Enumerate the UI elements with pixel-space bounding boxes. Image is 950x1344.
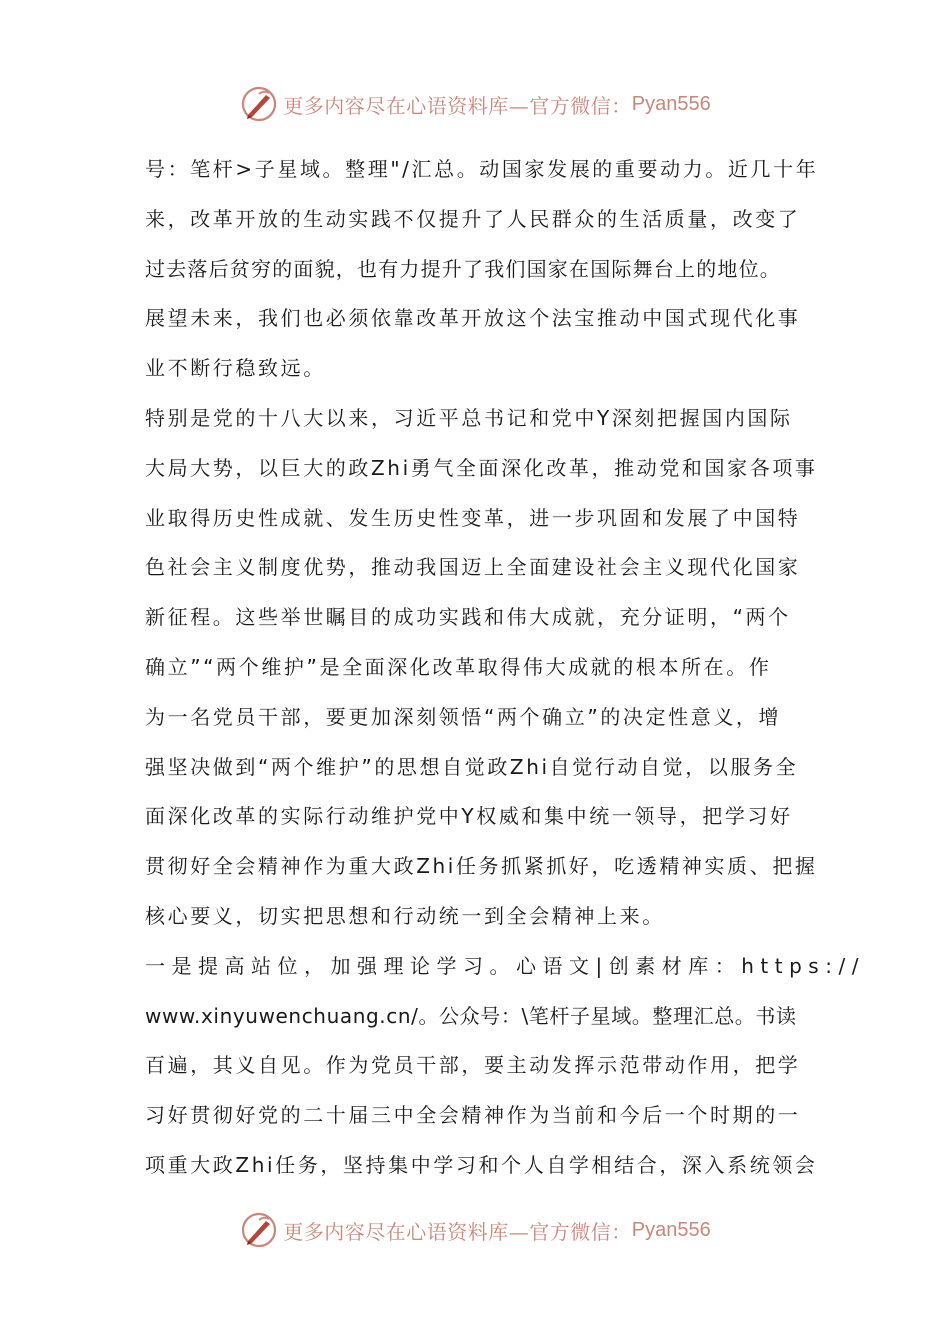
body-line: 特别是党的十八大以来，习近平总书记和党中Y深刻把握国内国际: [145, 405, 793, 430]
banner-text: 更多内容尽在心语资料库—官方微信：: [283, 1219, 632, 1244]
body-line: 号：笔杆>子星域。整理"/汇总。动国家发展的重要动力。近几十年: [145, 157, 819, 181]
body-line: 习好贯彻好党的二十届三中全会精神作为当前和今后一个时期的一: [145, 1103, 801, 1128]
body-line: 为一名党员干部，要更加深刻领悟“两个确立”的决定性意义，增: [145, 704, 782, 729]
body-line: 核心要义，切实把思想和行动统一到全会精神上来。: [145, 903, 665, 928]
body-line: 展望未来，我们也必须依靠改革开放这个法宝推动中国式现代化事: [145, 306, 801, 331]
body-line: 业不断行稳致远。: [145, 356, 326, 381]
body-line: 色社会主义制度优势，推动我国迈上全面建设社会主义现代化国家: [145, 555, 801, 580]
body-line: 业取得历史性成就、发生历史性变革，进一步巩固和发展了中国特: [145, 505, 801, 530]
body-line: www.xinyuwenchuang.cn/。公众号：\笔杆子星域。整理汇总。书读: [145, 1003, 797, 1028]
document-body: [145, 145, 865, 1191]
footer-banner: [0, 1205, 950, 1255]
body-line: 确立”“两个维护”是全面深化改革取得伟大成就的根本所在。作: [145, 654, 772, 679]
header-banner: [0, 79, 950, 129]
pen-logo-icon: [239, 84, 279, 124]
body-line: 新征程。这些举世瞩目的成功实践和伟大成就，充分证明，“两个: [145, 605, 791, 630]
body-line: 大局大势，以巨大的政Zhi勇气全面深化改革，推动党和国家各项事: [145, 455, 818, 480]
body-line: 过去落后贫穷的面貌，也有力提升了我们国家在国际舞台上的地位。: [145, 256, 781, 281]
body-line: 一是提高站位，加强理论学习。心语文|创素材库：https://: [145, 953, 865, 978]
body-line: 贯彻好全会精神作为重大政Zhi任务抓紧抓好，吃透精神实质、把握: [145, 854, 818, 879]
body-line: 强坚决做到“两个维护”的思想自觉政Zhi自觉行动自觉，以服务全: [145, 754, 799, 779]
banner-wechat-id: Pyan556: [631, 1218, 711, 1241]
banner-wechat-id: Pyan556: [631, 92, 711, 115]
pen-logo-icon: [239, 1210, 279, 1250]
body-line: 面深化改革的实际行动维护党中Y权威和集中统一领导，把学习好: [145, 804, 793, 829]
banner-text: 更多内容尽在心语资料库—官方微信：: [283, 93, 632, 118]
body-line: 来，改革开放的生动实践不仅提升了人民群众的生活质量，改变了: [145, 206, 801, 231]
body-line: 项重大政Zhi任务，坚持集中学习和个人自学相结合，深入系统领会: [145, 1152, 818, 1177]
body-line: 百遍，其义自见。作为党员干部，要主动发挥示范带动作用，把学: [145, 1053, 801, 1078]
